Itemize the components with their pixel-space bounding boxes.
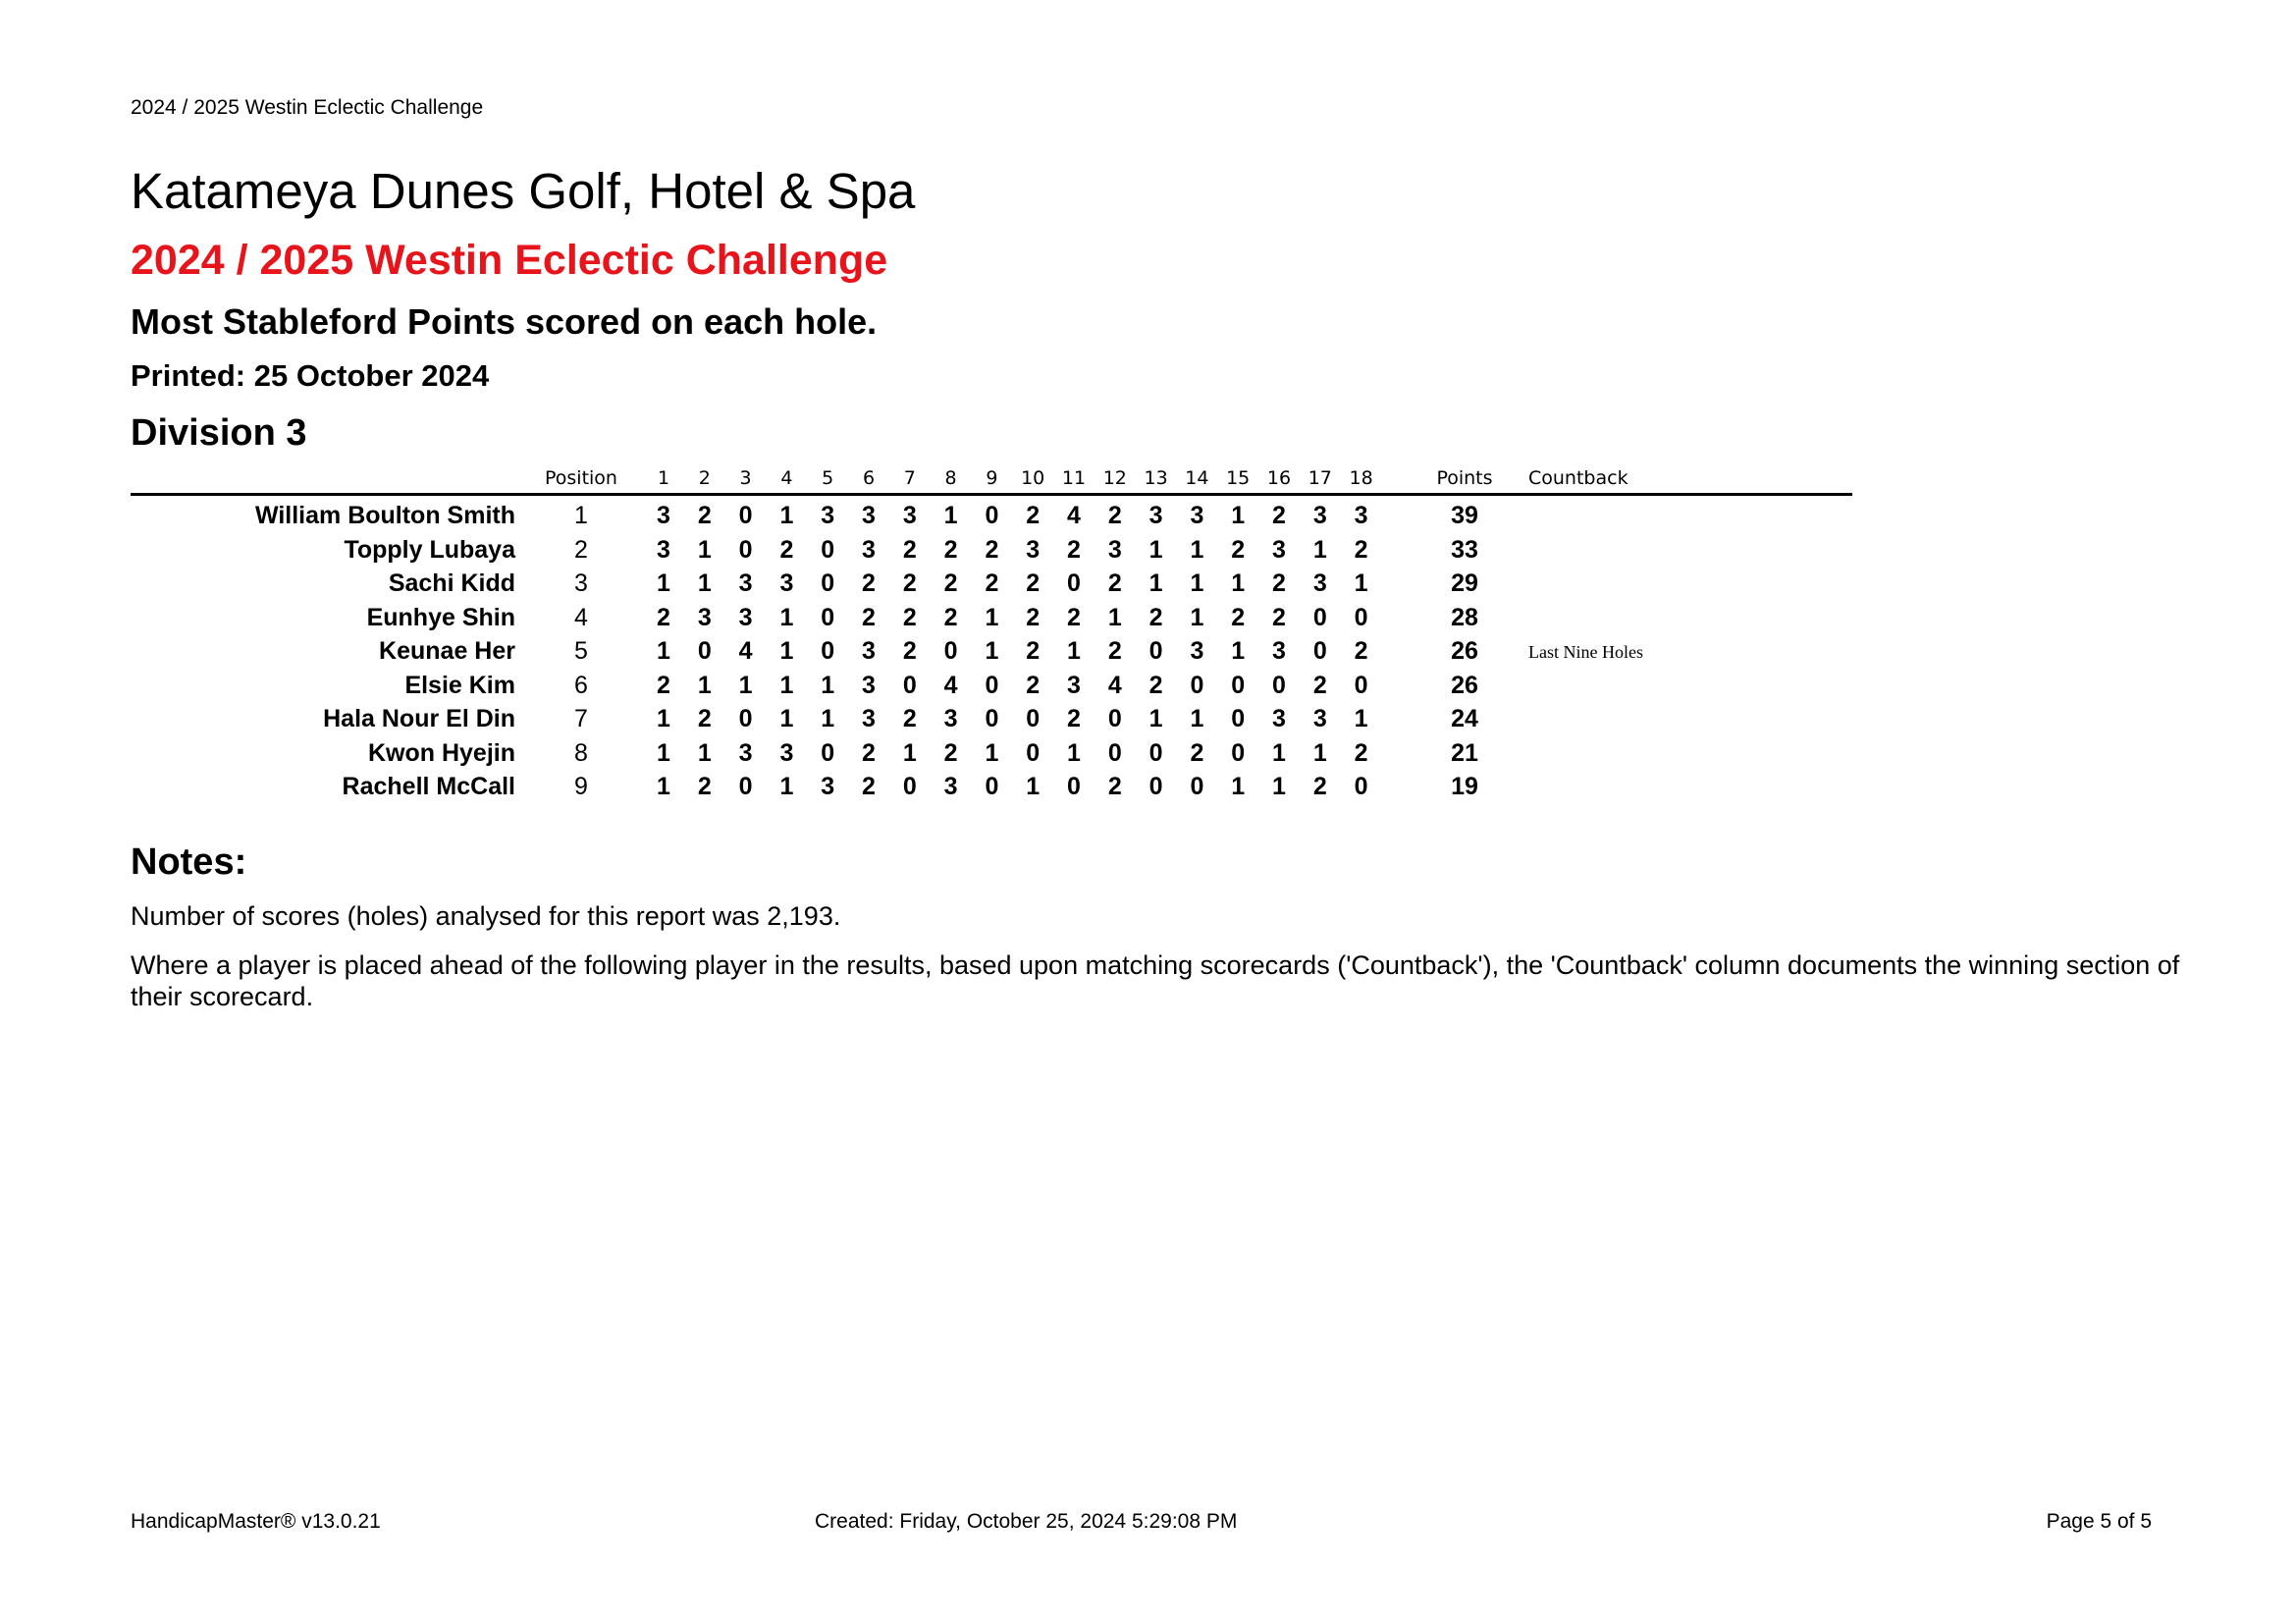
player-name: Topply Lubaya (344, 535, 515, 564)
hole-score: 1 (985, 738, 999, 767)
hole-score: 1 (779, 705, 794, 732)
player-countback: Last Nine Holes (1528, 642, 1643, 662)
hole-score: 3 (821, 502, 835, 529)
hole-score: 2 (902, 535, 917, 564)
column-header-hole-3: 3 (739, 467, 752, 489)
hole-score: 3 (738, 569, 753, 597)
hole-score: 3 (821, 773, 835, 800)
hole-score: 1 (943, 502, 958, 529)
hole-score: 1 (1354, 569, 1368, 597)
player-points: 21 (1451, 738, 1478, 767)
hole-score: 1 (1067, 738, 1081, 767)
hole-score: 2 (1107, 773, 1122, 800)
player-points: 24 (1451, 705, 1478, 732)
hole-score: 2 (1026, 502, 1041, 529)
hole-score: 1 (1148, 705, 1163, 732)
hole-score: 3 (779, 569, 794, 597)
hole-score: 0 (985, 705, 999, 732)
hole-score: 1 (779, 603, 794, 631)
hole-score: 3 (1190, 502, 1204, 529)
table-row (0, 668, 2296, 702)
hole-score: 1 (902, 738, 917, 767)
hole-score: 0 (821, 535, 835, 564)
hole-score: 1 (697, 738, 712, 767)
hole-score: 3 (697, 603, 712, 631)
hole-score: 1 (1067, 637, 1081, 665)
column-header-hole-7: 7 (903, 467, 916, 489)
column-header-hole-2: 2 (698, 467, 711, 489)
note-countback-explanation: Where a player is placed ahead of the following player in the results, based upon matching scorecards ('Countback'), the 'Countback' column documents the winning section of their scorecard. (131, 950, 2180, 1011)
hole-score: 2 (902, 637, 917, 665)
table-row (0, 701, 2296, 735)
player-name: Sachi Kidd (388, 569, 515, 597)
hole-score: 2 (1354, 535, 1368, 564)
hole-score: 0 (1354, 603, 1368, 631)
hole-score: 2 (862, 738, 876, 767)
table-row (0, 735, 2296, 770)
hole-score: 3 (1312, 569, 1327, 597)
hole-score: 2 (779, 535, 794, 564)
hole-score: 0 (821, 569, 835, 597)
hole-score: 3 (862, 705, 876, 732)
hole-score: 3 (1312, 705, 1327, 732)
player-name: Keunae Her (379, 637, 515, 665)
hole-score: 0 (1272, 671, 1286, 699)
hole-score: 1 (1148, 569, 1163, 597)
printed-date: Printed: 25 October 2024 (131, 358, 490, 393)
hole-score: 2 (657, 603, 670, 631)
hole-score: 1 (1231, 773, 1246, 800)
hole-score: 0 (1190, 671, 1204, 699)
hole-score: 0 (1312, 603, 1327, 631)
player-position: 6 (574, 671, 588, 699)
hole-score: 2 (985, 569, 999, 597)
results-table-body (0, 498, 2296, 803)
hole-score: 1 (657, 773, 670, 800)
division-title: Division 3 (131, 412, 307, 454)
hole-score: 2 (902, 603, 917, 631)
hole-score: 4 (1107, 671, 1122, 699)
hole-score: 2 (1107, 502, 1122, 529)
player-position: 2 (574, 535, 588, 564)
hole-score: 0 (697, 637, 712, 665)
column-header-hole-9: 9 (986, 467, 998, 489)
hole-score: 0 (821, 738, 835, 767)
hole-score: 3 (1272, 535, 1286, 564)
hole-score: 2 (1354, 637, 1368, 665)
column-header-hole-8: 8 (944, 467, 957, 489)
hole-score: 2 (657, 671, 670, 699)
column-header-hole-15: 15 (1226, 467, 1251, 489)
player-points: 33 (1451, 535, 1478, 564)
report-subtitle: Most Stableford Points scored on each hole. (131, 301, 878, 342)
hole-score: 3 (779, 738, 794, 767)
hole-score: 1 (1272, 738, 1286, 767)
notes-title: Notes: (131, 841, 247, 883)
hole-score: 3 (1354, 502, 1368, 529)
player-position: 7 (574, 705, 588, 732)
hole-score: 0 (738, 535, 753, 564)
hole-score: 2 (1231, 603, 1246, 631)
hole-score: 1 (779, 637, 794, 665)
hole-score: 0 (738, 502, 753, 529)
column-header-hole-13: 13 (1144, 467, 1168, 489)
hole-score: 1 (779, 502, 794, 529)
player-position: 5 (574, 637, 588, 665)
hole-score: 1 (1107, 603, 1122, 631)
hole-score: 2 (1272, 502, 1286, 529)
hole-score: 1 (697, 671, 712, 699)
hole-score: 2 (1107, 569, 1122, 597)
hole-score: 0 (1354, 671, 1368, 699)
hole-score: 2 (902, 569, 917, 597)
hole-score: 0 (1231, 671, 1246, 699)
hole-score: 0 (1026, 738, 1041, 767)
footer-software: HandicapMaster® v13.0.21 (131, 1510, 381, 1533)
player-points: 26 (1451, 671, 1478, 699)
player-points: 26 (1451, 637, 1478, 665)
hole-score: 2 (1026, 569, 1041, 597)
player-points: 39 (1451, 502, 1478, 529)
hole-score: 0 (902, 671, 917, 699)
hole-score: 3 (738, 738, 753, 767)
column-header-hole-6: 6 (862, 467, 876, 489)
hole-score: 0 (1148, 773, 1163, 800)
hole-score: 3 (1272, 705, 1286, 732)
report-header-title: 2024 / 2025 Westin Eclectic Challenge (131, 96, 484, 119)
hole-score: 0 (1312, 637, 1327, 665)
hole-score: 2 (943, 535, 958, 564)
player-points: 28 (1451, 603, 1478, 631)
hole-score: 2 (1272, 569, 1286, 597)
hole-score: 2 (1272, 603, 1286, 631)
player-position: 4 (574, 603, 588, 631)
hole-score: 2 (902, 705, 917, 732)
hole-score: 1 (1354, 705, 1368, 732)
player-name: Eunhye Shin (366, 603, 515, 631)
hole-score: 2 (1354, 738, 1368, 767)
hole-score: 1 (697, 569, 712, 597)
hole-score: 4 (1067, 502, 1081, 529)
table-row (0, 498, 2296, 532)
hole-score: 3 (1067, 671, 1081, 699)
hole-score: 4 (738, 637, 753, 665)
hole-score: 2 (1026, 671, 1041, 699)
competition-title: 2024 / 2025 Westin Eclectic Challenge (131, 237, 888, 284)
hole-score: 0 (1148, 738, 1163, 767)
column-header-hole-16: 16 (1266, 467, 1292, 489)
hole-score: 2 (1312, 773, 1327, 800)
hole-score: 0 (985, 773, 999, 800)
hole-score: 2 (1026, 637, 1041, 665)
table-row (0, 769, 2296, 803)
header-rule (131, 493, 1852, 496)
column-header-hole-14: 14 (1185, 467, 1209, 489)
hole-score: 2 (1190, 738, 1204, 767)
hole-score: 0 (1067, 773, 1081, 800)
hole-score: 3 (657, 535, 670, 564)
hole-score: 0 (1231, 705, 1246, 732)
player-position: 9 (574, 773, 588, 800)
column-header-points: Points (1436, 467, 1493, 489)
hole-score: 3 (657, 502, 670, 529)
hole-score: 3 (1026, 535, 1041, 564)
hole-score: 3 (862, 535, 876, 564)
hole-score: 2 (862, 603, 876, 631)
hole-score: 1 (1190, 603, 1204, 631)
hole-score: 1 (1148, 535, 1163, 564)
hole-score: 1 (657, 637, 670, 665)
footer-created: Created: Friday, October 25, 2024 5:29:08 PM (815, 1510, 1238, 1533)
hole-score: 1 (1231, 637, 1246, 665)
hole-score: 1 (1190, 535, 1204, 564)
hole-score: 3 (738, 603, 753, 631)
hole-score: 1 (1231, 502, 1246, 529)
hole-score: 1 (779, 773, 794, 800)
hole-score: 3 (1312, 502, 1327, 529)
hole-score: 2 (1067, 705, 1081, 732)
player-position: 8 (574, 738, 588, 767)
hole-score: 2 (1107, 637, 1122, 665)
column-header-hole-5: 5 (822, 467, 834, 489)
hole-score: 1 (738, 671, 753, 699)
player-name: Kwon Hyejin (367, 738, 515, 767)
hole-score: 1 (1231, 569, 1246, 597)
hole-score: 2 (862, 773, 876, 800)
hole-score: 2 (985, 535, 999, 564)
hole-score: 2 (697, 705, 712, 732)
hole-score: 3 (1190, 637, 1204, 665)
hole-score: 0 (1148, 637, 1163, 665)
player-name: William Boulton Smith (254, 502, 515, 529)
column-header-hole-4: 4 (780, 467, 793, 489)
column-header-hole-10: 10 (1021, 467, 1045, 489)
hole-score: 0 (1067, 569, 1081, 597)
column-header-hole-11: 11 (1061, 467, 1087, 489)
hole-score: 3 (862, 637, 876, 665)
hole-score: 0 (1354, 773, 1368, 800)
player-points: 29 (1451, 569, 1478, 597)
column-header-countback: Countback (1528, 467, 1629, 489)
hole-score: 1 (985, 603, 999, 631)
hole-score: 3 (902, 502, 917, 529)
note-scores-analysed: Number of scores (holes) analysed for this report was 2,193. (131, 901, 841, 931)
column-header-hole-18: 18 (1349, 467, 1373, 489)
hole-score: 0 (738, 773, 753, 800)
column-header-hole-1: 1 (657, 467, 670, 489)
hole-score: 3 (1148, 502, 1163, 529)
hole-score: 0 (985, 502, 999, 529)
hole-score: 3 (943, 705, 958, 732)
hole-score: 0 (821, 603, 835, 631)
hole-score: 2 (1067, 603, 1081, 631)
hole-score: 2 (1148, 603, 1163, 631)
hole-score: 1 (1190, 569, 1204, 597)
player-name: Hala Nour El Din (323, 705, 515, 732)
column-header-position: Position (545, 467, 617, 489)
hole-score: 0 (1107, 738, 1122, 767)
hole-score: 3 (943, 773, 958, 800)
footer-page-number: Page 5 of 5 (2046, 1510, 2152, 1533)
hole-score: 1 (985, 637, 999, 665)
hole-score: 2 (943, 569, 958, 597)
hole-score: 2 (943, 738, 958, 767)
hole-score: 3 (862, 502, 876, 529)
hole-score: 0 (1026, 705, 1041, 732)
hole-score: 1 (697, 535, 712, 564)
hole-score: 3 (1272, 637, 1286, 665)
column-header-hole-17: 17 (1308, 467, 1332, 489)
hole-score: 1 (779, 671, 794, 699)
hole-score: 0 (902, 773, 917, 800)
hole-score: 0 (1190, 773, 1204, 800)
hole-score: 1 (1312, 535, 1327, 564)
hole-score: 2 (1312, 671, 1327, 699)
hole-score: 1 (657, 705, 670, 732)
hole-score: 0 (1107, 705, 1122, 732)
hole-score: 1 (657, 738, 670, 767)
hole-score: 0 (1231, 738, 1246, 767)
hole-score: 1 (1190, 705, 1204, 732)
hole-score: 1 (821, 705, 835, 732)
player-position: 3 (574, 569, 588, 597)
hole-score: 3 (1107, 535, 1122, 564)
player-points: 19 (1451, 773, 1478, 800)
hole-score: 0 (985, 671, 999, 699)
player-name: Elsie Kim (404, 671, 515, 699)
hole-score: 2 (1067, 535, 1081, 564)
hole-score: 2 (862, 569, 876, 597)
hole-score: 2 (943, 603, 958, 631)
hole-score: 3 (862, 671, 876, 699)
column-header-hole-12: 12 (1102, 467, 1127, 489)
hole-score: 2 (1026, 603, 1041, 631)
results-table-header (0, 467, 2296, 491)
hole-score: 0 (943, 637, 958, 665)
hole-score: 1 (657, 569, 670, 597)
table-row (0, 532, 2296, 567)
hole-score: 2 (1231, 535, 1246, 564)
hole-score: 2 (697, 502, 712, 529)
hole-score: 0 (738, 705, 753, 732)
player-name: Rachell McCall (342, 773, 515, 800)
hole-score: 1 (1272, 773, 1286, 800)
hole-score: 2 (1148, 671, 1163, 699)
table-row (0, 600, 2296, 634)
hole-score: 1 (821, 671, 835, 699)
hole-score: 0 (821, 637, 835, 665)
table-row (0, 633, 2296, 668)
hole-score: 2 (697, 773, 712, 800)
hole-score: 1 (1312, 738, 1327, 767)
player-position: 1 (574, 502, 588, 529)
hole-score: 1 (1026, 773, 1041, 800)
hole-score: 4 (943, 671, 958, 699)
club-name: Katameya Dunes Golf, Hotel & Spa (131, 163, 916, 219)
table-row (0, 566, 2296, 600)
